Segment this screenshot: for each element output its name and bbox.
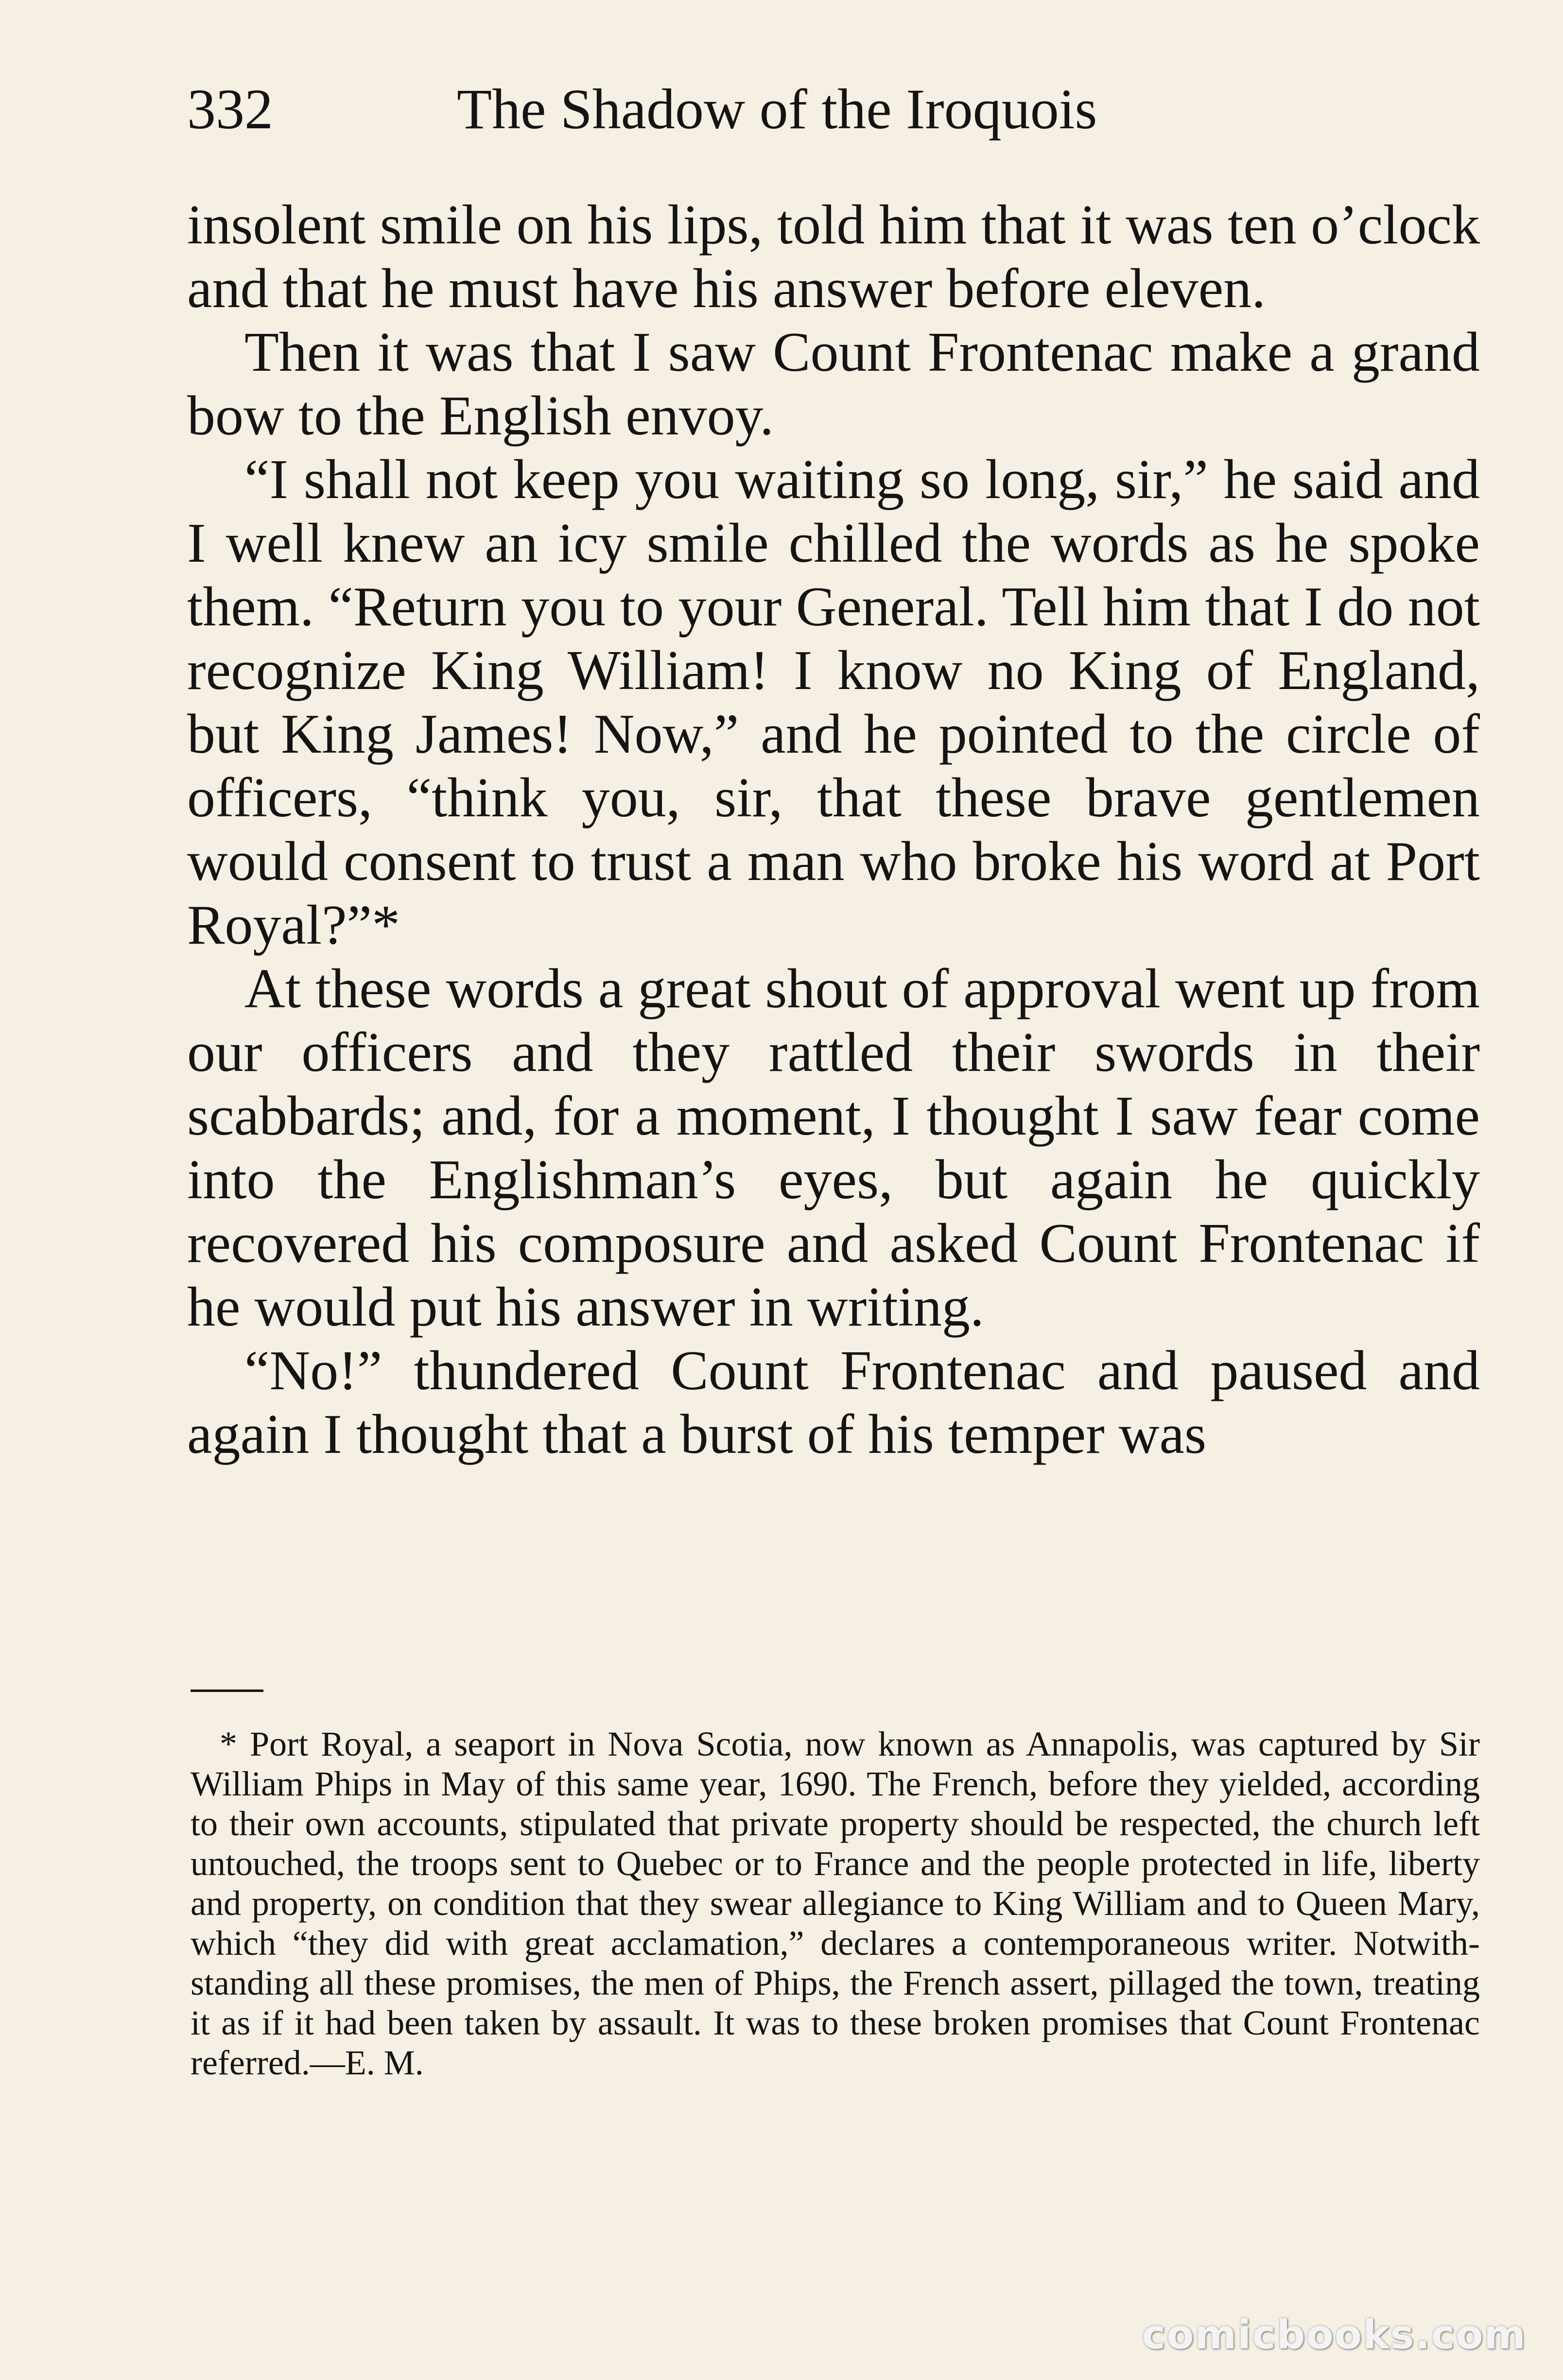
body-text [187,193,1480,1466]
footnote-text: * Port Royal, a seaport in Nova Scotia, now known as Annapolis, was captured by Sir William Phips in May of this same year, 1690. The French, before they yielded, according to their own accounts, stipulated that private property should be respected, the church left untouched, the troops sent to Quebec or to France and the people protected in life, liberty and property, on condition that they swear allegiance to King William and to Queen Mary, which “they did with great acclamation,” declares a contemporaneous writer. Notwithstanding all these promises, the men of Phips, the French assert, pillaged the town, treating it as if it had been taken by assault. It was to these broken promises that Count Frontenac referred.—E. M. [191,1725,1480,2082]
footnote [191,1724,1480,2083]
paragraph-continued: insolent smile on his lips, told him that it was ten o’clock and that he must have his answer before eleven. [187,194,1480,320]
page-number: 332 [187,77,273,141]
page-header [187,68,1499,151]
paragraph: “No!” thundered Count Frontenac and paused and again I thought that a burst of his temper was [187,1340,1480,1466]
paragraph: At these words a great shout of approval went up from our officers and they rattled their swords in their scabbards; and, for a moment, I thought I saw fear come into the Englishman’s eyes, but again he quickly recovered his composure and asked Count Frontenac if he would put his answer in writing. [187,958,1480,1338]
footnote-divider [191,1690,263,1692]
paragraph: Then it was that I saw Count Frontenac make a grand bow to the English envoy. [187,321,1480,447]
paragraph: “I shall not keep you waiting so long, sir,” he said and I well knew an icy smile chilled the words as he spoke them. “Return you to your General. Tell him that I do not recognize King William! I know no King of England, but King James! Now,” and he pointed to the circle of officers, “think you, sir, that these brave gentlemen would consent to trust a man who broke his word at Port Royal?”* [187,448,1480,956]
watermark: comicbooks.com [1142,2312,1527,2358]
running-title: The Shadow of the Iroquois [457,77,1097,141]
